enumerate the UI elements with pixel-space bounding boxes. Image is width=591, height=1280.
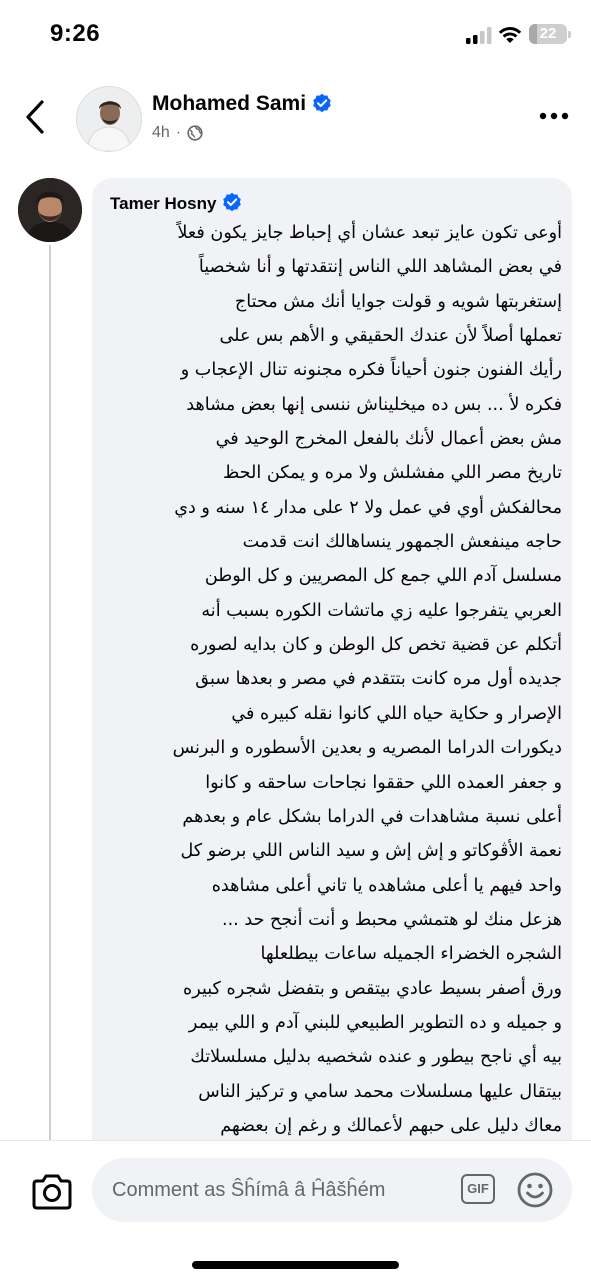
author-name[interactable] xyxy=(152,92,332,116)
status-time: 9:26 xyxy=(50,20,101,47)
home-indicator xyxy=(192,1261,399,1269)
battery-indicator xyxy=(529,24,567,44)
status-bar xyxy=(0,0,591,70)
author-name-text: Mohamed Sami xyxy=(152,92,307,115)
camera-icon[interactable] xyxy=(30,1172,74,1212)
verified-badge-icon xyxy=(312,93,332,113)
smiley-icon[interactable] xyxy=(516,1171,554,1209)
battery-percent: 22 xyxy=(539,25,557,42)
post-meta xyxy=(152,124,203,142)
commenter-avatar[interactable] xyxy=(18,178,82,242)
commenter-name-text: Tamer Hosny xyxy=(110,194,217,213)
wifi-icon xyxy=(497,24,523,44)
author-avatar[interactable] xyxy=(76,86,142,152)
chevron-left-icon[interactable] xyxy=(22,99,52,135)
comment-composer-bar xyxy=(0,1140,591,1280)
avatar-photo xyxy=(77,87,141,151)
comment-placeholder: Comment as Ŝĥímâ â Ĥâšĥém xyxy=(112,1179,386,1201)
gif-button[interactable]: GIF xyxy=(461,1174,495,1204)
comment-input[interactable] xyxy=(92,1158,572,1222)
meta-separator: · xyxy=(175,124,182,141)
thread-line xyxy=(49,245,51,1165)
avatar-photo xyxy=(18,178,82,242)
commenter-name[interactable] xyxy=(110,192,242,214)
cellular-signal-icon xyxy=(466,27,492,44)
comment-text: أوعى تكون عايز تبعد عشان أي إحباط جايز يكون فعلاً في بعض المشاهد اللي الناس إنتقدتها و أنا شخصياً إستغربتها شويه و قولت جوايا أنك مش محتاج تعملها أصلاً لأن عندك الحقيقي و الأهم بس على رأيك الفنون جنون أحياناً فكره مجنونه تنال الإعجاب و فكره لأ ... بس ده ميخليناش ننسى إنها بعض مشاهد مش بعض أعمال لأنك بالفعل المخرج الوحيد في تاريخ مصر اللي مفشلش ولا مره و يمكن الحظ محالفكش أوي في عمل ولا ٢ على مدار ١٤ سنه و دي حاجه مينفعش الجمهور ينساهالك انت قدمت مسلسل آدم اللي جمع كل المصريين و كل الوطن العربي يتفرجوا عليه زي ماتشات الكوره بسبب أنه أتكلم عن قضية تخص كل الوطن و كان بدايه لصوره جديده أول مره كانت بتتقدم في مصر و بعدها سبق الإصرار و حكاية حياه اللي كانوا نقله كبيره في ديكورات الدراما المصريه و بعدين الأسطوره و البرنس و جعفر العمده اللي حققوا نجاحات ساحقه و كانوا أعلى نسبة مشاهدات في الدراما بشكل عام و بعدهم نعمة الأڤوكاتو و إش إش و سيد الناس اللي برضو كل واحد فيهم يا أعلى مشاهده يا تاني أعلى مشاهده هزعل منك لو هتمشي محبط و أنت أنجح حد ... الشجره الخضراء الجميله ساعات بيطلعلها ورق أصفر بسيط عادي بيتقص و بتفضل شجره كبيره و جميله و ده التطوير الطبيعي للبني آدم و اللي بيمر بيه أي ناجح بيطور و عنده شخصيه بدليل مسلسلاتك بيتقال عليها مسلسلات محمد سامي و تركيز الناس معاك دليل على حبهم لأعمالك و رغم إن بعضهم xyxy=(172,223,562,1136)
verified-badge-icon xyxy=(222,192,242,212)
post-time: 4h xyxy=(152,124,170,141)
comment-bubble xyxy=(92,178,572,1168)
more-horizontal-icon[interactable] xyxy=(538,110,570,122)
post-header xyxy=(0,72,591,162)
globe-icon xyxy=(187,125,203,141)
divider xyxy=(0,1140,591,1141)
